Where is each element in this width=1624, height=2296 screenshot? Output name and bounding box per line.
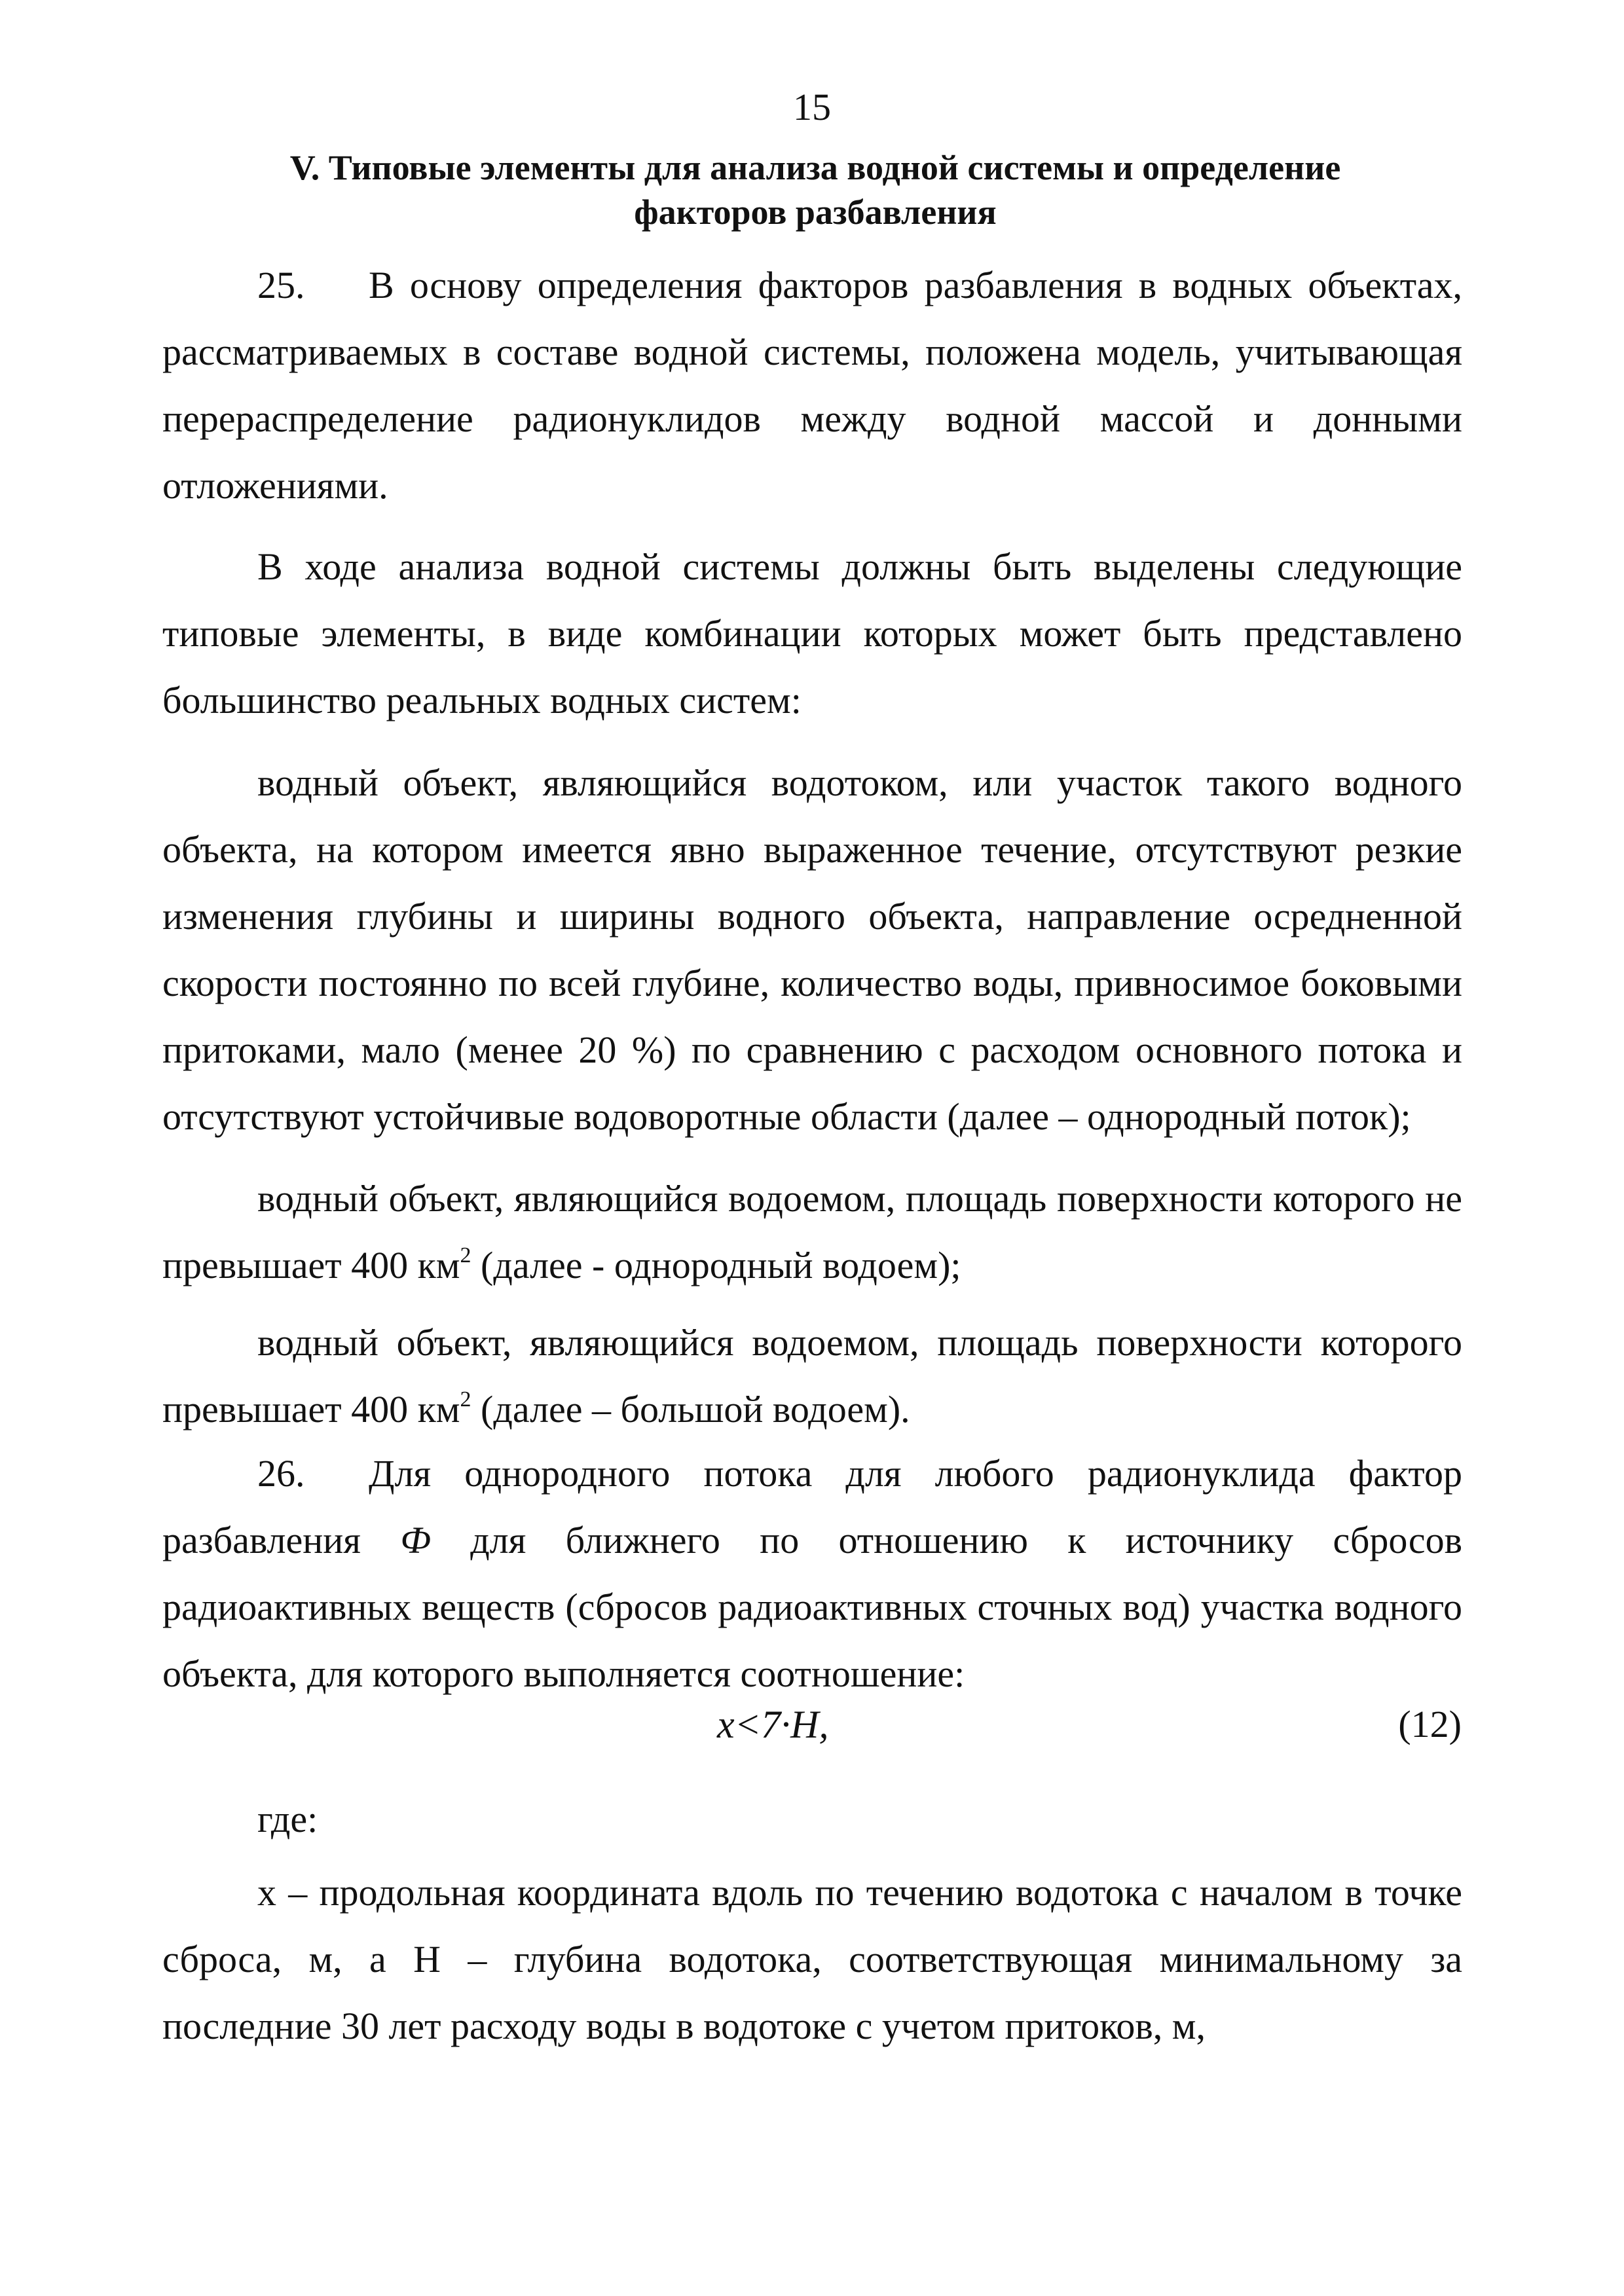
paragraph-25-number: 25. <box>257 264 305 306</box>
section-heading-line-1: V. Типовые элементы для анализа водной системы и определение <box>289 148 1341 187</box>
paragraph-26-text-start: разбавления <box>162 1519 401 1561</box>
homogeneous-lake-superscript: 2 <box>460 1243 471 1267</box>
paragraph-25-text: рассматриваемых в составе водной системы, положена модель, учитывающая перераспределение радионуклидов между водной массой и донными отложениями. <box>162 331 1462 507</box>
paragraph-25 <box>162 252 1462 519</box>
formula-12: x<7·H, <box>717 1703 829 1746</box>
paragraph-homogeneous-flow: водный объект, являющийся водотоком, или участок такого водного объекта, на котором имеется явно выраженное течение, отсутствуют резкие изменения глубины и ширины водного объекта, направление осредненной скорости постоянно по всей глубине, количество воды, привносимое боковыми притоками, мало (менее 20 %) по сравнению с расходом основного потока и отсутствуют устойчивые водоворотные области (далее – однородный поток); <box>162 761 1462 1138</box>
formula-number: (12) <box>1398 1703 1462 1745</box>
paragraph-26 <box>162 1440 1462 1707</box>
paragraph-x-definition: x – продольная координата вдоль по течению водотока с началом в точке сброса, м, а Н – глубина водотока, соответствующая минимальному за последние 30 лет расходу воды в водотоке с учетом притоков, м, <box>162 1871 1462 2047</box>
homogeneous-lake-text: водный объект, являющийся водоемом, площадь поверхности которого не превышает 400 км <box>162 1177 1462 1286</box>
paragraph-26-number: 26. <box>257 1452 305 1495</box>
paragraph-big-lake <box>162 1309 1462 1443</box>
big-lake-superscript: 2 <box>460 1387 471 1412</box>
homogeneous-lake-tail: (далее - однородный водоем); <box>471 1244 961 1286</box>
section-heading <box>164 145 1467 234</box>
page-number: 15 <box>793 86 831 128</box>
where-label: где: <box>257 1798 318 1840</box>
paragraph-26-first-line: Для однородного потока для любого радионуклида фактор <box>369 1452 1462 1495</box>
phi-symbol: Ф <box>400 1519 431 1561</box>
paragraph-homogeneous-lake <box>162 1165 1462 1299</box>
paragraph-25-first-line: В основу определения факторов разбавления в водных объектах, <box>369 264 1462 306</box>
big-lake-text: водный объект, являющийся водоемом, площадь поверхности которого превышает 400 км <box>162 1321 1462 1430</box>
paragraph-26-text-end: для ближнего по отношению к источнику сбросов радиоактивных веществ (сбросов радиоактивных сточных вод) участка водного объекта, для которого выполняется соотношение: <box>162 1519 1462 1695</box>
big-lake-tail: (далее – большой водоем). <box>471 1388 910 1430</box>
paragraph-analysis: В ходе анализа водной системы должны быть выделены следующие типовые элементы, в виде комбинации которых может быть представлено большинство реальных водных систем: <box>162 545 1462 721</box>
section-heading-line-2: факторов разбавления <box>634 192 997 232</box>
